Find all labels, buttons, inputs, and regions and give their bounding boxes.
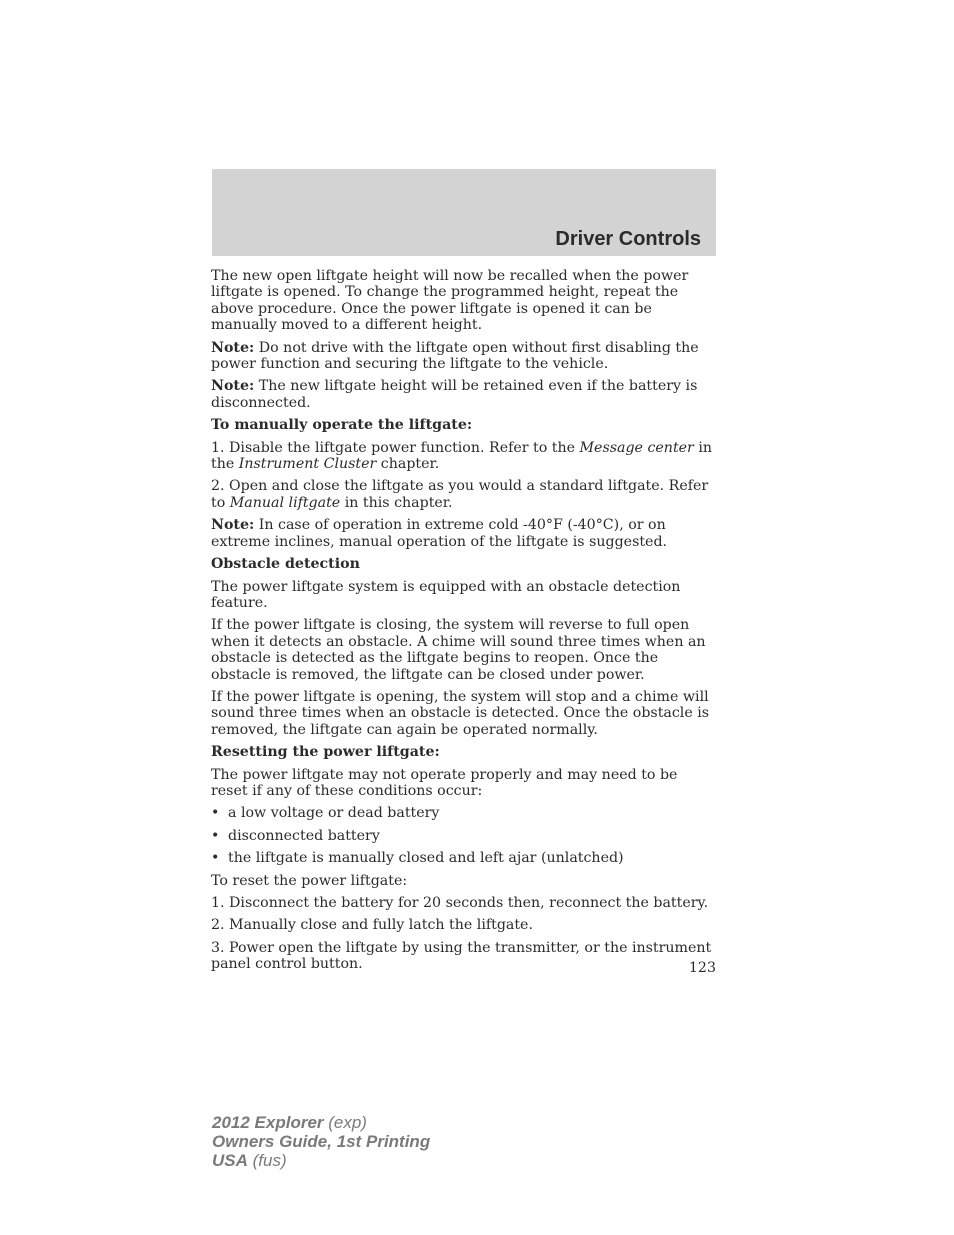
note-text: Do not drive with the liftgate open without first disabling the power function and securing the liftgate to the vehicle. [211, 339, 699, 373]
reset-step-2: 2. Manually close and fully latch the liftgate. [211, 917, 533, 934]
step-1-disable-power [211, 440, 717, 473]
heading-manual-operate [211, 417, 717, 433]
step-text: chapter. [376, 456, 440, 473]
note-label: Note: [211, 378, 255, 395]
heading-text: Resetting the power liftgate: [211, 744, 440, 761]
list-item-text: a low voltage or dead battery [228, 805, 440, 822]
footer-model-code: (exp) [323, 1113, 367, 1132]
list-item [211, 828, 717, 844]
list-item-text: disconnected battery [228, 827, 380, 844]
section-title: Driver Controls [555, 228, 701, 250]
step-text: 1. Disable the liftgate power function. Refer to the [211, 439, 580, 456]
paragraph-obstacle-opening: If the power liftgate is opening, the system will stop and a chime will sound three times when an obstacle is detected. Once the obstacle is removed, the liftgate can again be operated normally. [211, 688, 710, 738]
step-text: 2. Open and close the liftgate as you would a standard liftgate. Refer to [211, 478, 709, 511]
heading-text: To manually operate the liftgate: [211, 417, 473, 434]
footer-market: USA [212, 1151, 248, 1170]
note-disable-power [211, 340, 717, 373]
heading-obstacle-detection [211, 556, 717, 572]
step-text: in this chapter. [340, 494, 453, 511]
reference-manual-liftgate: Manual liftgate [229, 494, 341, 511]
step-2-open-close [211, 478, 717, 511]
section-header [212, 169, 716, 256]
note-label: Note: [211, 517, 255, 534]
reference-message-center: Message center [579, 439, 694, 456]
note-extreme-cold [211, 517, 717, 550]
note-label: Note: [211, 339, 255, 356]
list-item [211, 805, 717, 821]
step-text: in the [211, 439, 713, 473]
note-text: In case of operation in extreme cold -40°F (-40°C), or on extreme inclines, manual operation of the liftgate is suggested. [211, 517, 668, 550]
heading-resetting [211, 744, 717, 760]
reset-step-1: 1. Disconnect the battery for 20 seconds then, reconnect the battery. [211, 895, 709, 911]
paragraph-obstacle-closing: If the power liftgate is closing, the system will reverse to full open when it detects an obstacle. A chime will sound three times when an obstacle is detected as the liftgate begins to reopen. Once the obstacle is removed, the liftgate can be closed under power. [211, 617, 706, 683]
paragraph-recall-height: The new open liftgate height will now be recalled when the power liftgate is opened. To change the programmed height, repeat the above procedure. Once the power liftgate is opened it can be manually moved to a different height. [211, 268, 689, 334]
reference-instrument-cluster: Instrument Cluster [238, 456, 377, 473]
footer-market-code: (fus) [247, 1151, 287, 1170]
bullet-icon: • [211, 850, 220, 867]
note-height-retained [211, 378, 717, 411]
document-footer [212, 1113, 430, 1170]
note-text: The new liftgate height will be retained even if the battery is disconnected. [211, 378, 698, 411]
footer-model: 2012 Explorer [212, 1113, 324, 1132]
paragraph-reset-intro: To reset the power liftgate: [211, 872, 408, 889]
paragraph-reset-conditions: The power liftgate may not operate properly and may need to be reset if any of these conditions occur: [211, 766, 678, 799]
footer-guide: Owners Guide, 1st Printing [212, 1132, 431, 1151]
heading-text: Obstacle detection [211, 556, 360, 573]
reset-step-3: 3. Power open the liftgate by using the transmitter, or the instrument panel control button. [211, 939, 712, 973]
list-item-text: the liftgate is manually closed and left ajar (unlatched) [228, 850, 624, 867]
bullet-icon: • [211, 827, 220, 844]
page-content [211, 268, 717, 979]
list-item [211, 850, 717, 866]
bullet-icon: • [211, 805, 220, 822]
footer-line-guide [212, 1132, 430, 1151]
paragraph-obstacle-feature: The power liftgate system is equipped with an obstacle detection feature. [211, 578, 681, 611]
page-number: 123 [688, 960, 716, 976]
footer-line-model [212, 1113, 430, 1132]
footer-line-market [212, 1151, 430, 1170]
